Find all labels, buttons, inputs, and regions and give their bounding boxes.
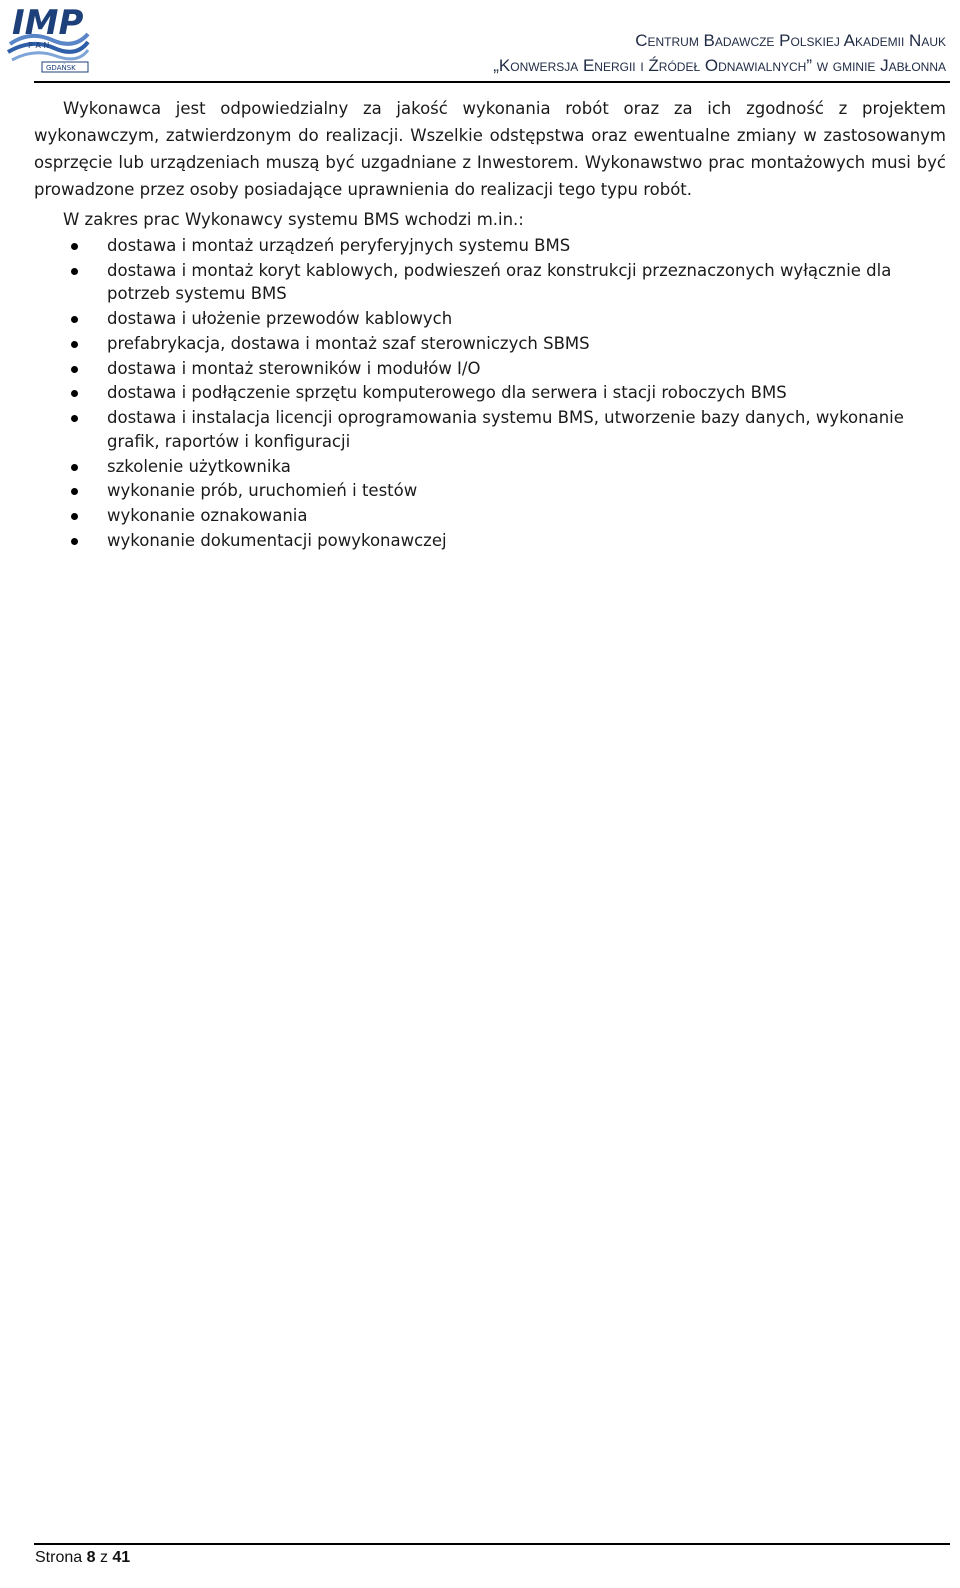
list-item: dostawa i montaż urządzeń peryferyjnych systemu BMS [34,234,922,258]
svg-text:IMP: IMP [12,3,84,43]
bullet-icon [71,513,78,520]
list-item: szkolenie użytkownika [34,455,922,479]
current-page: 8 [86,1549,96,1566]
list-item: dostawa i instalacja licencji oprogramowania systemu BMS, utworzenie bazy danych, wykonanie grafik, raportów i konfiguracji [34,406,922,453]
bullet-icon [71,488,78,495]
page-content [34,95,946,554]
bullet-icon [71,316,78,323]
institute-logo [2,0,90,74]
svg-text:GDAŃSK: GDAŃSK [46,64,76,72]
header-institution: Centrum Badawcze Polskiej Akademii Nauk [635,31,946,50]
list-item: dostawa i ułożenie przewodów kablowych [34,307,922,331]
document-header [493,28,946,78]
bullet-icon [71,538,78,545]
contractor-responsibility-paragraph: Wykonawca jest odpowiedzialny za jakość wykonania robót oraz za ich zgodność z projektem wykonawczym, zatwierdzonym do realizacji. Wszelkie odstępstwa oraz ewentualne zmiany w zastosowanym osprzęcie lub urządzeniach muszą być uzgadniane z Inwestorem. Wykonawstwo prac montażowych musi być prowadzone przez osoby posiadające uprawnienia do realizacji tego typu robót. [34,99,946,199]
list-item: prefabrykacja, dostawa i montaż szaf sterowniczych SBMS [34,332,922,356]
list-item: dostawa i podłączenie sprzętu komputerowego dla serwera i stacji roboczych BMS [34,381,922,405]
list-item: wykonanie oznakowania [34,504,922,528]
list-item: dostawa i montaż sterowników i modułów I/O [34,357,922,381]
page-number: Strona 8 z 41 [35,1549,131,1566]
list-item: dostawa i montaż koryt kablowych, podwieszeń oraz konstrukcji przeznaczonych wyłącznie dla potrzeb systemu BMS [34,259,922,306]
total-pages: 41 [112,1549,131,1566]
bullet-icon [71,415,78,422]
scope-list [34,234,946,552]
header-project: „Konwersja Energii i Źródeł Odnawialnych” w gminie Jabłonna [493,56,946,75]
bullet-icon [71,390,78,397]
footer-divider [34,1543,950,1545]
svg-text:P A N: P A N [28,41,50,50]
bullet-icon [71,366,78,373]
list-item: wykonanie dokumentacji powykonawczej [34,529,922,553]
list-item: wykonanie prób, uruchomień i testów [34,479,922,503]
bullet-icon [71,464,78,471]
bullet-icon [71,243,78,250]
bullet-icon [71,341,78,348]
bullet-icon [71,268,78,275]
header-divider [34,81,950,83]
scope-intro: W zakres prac Wykonawcy systemu BMS wchodzi m.in.: [63,210,524,229]
